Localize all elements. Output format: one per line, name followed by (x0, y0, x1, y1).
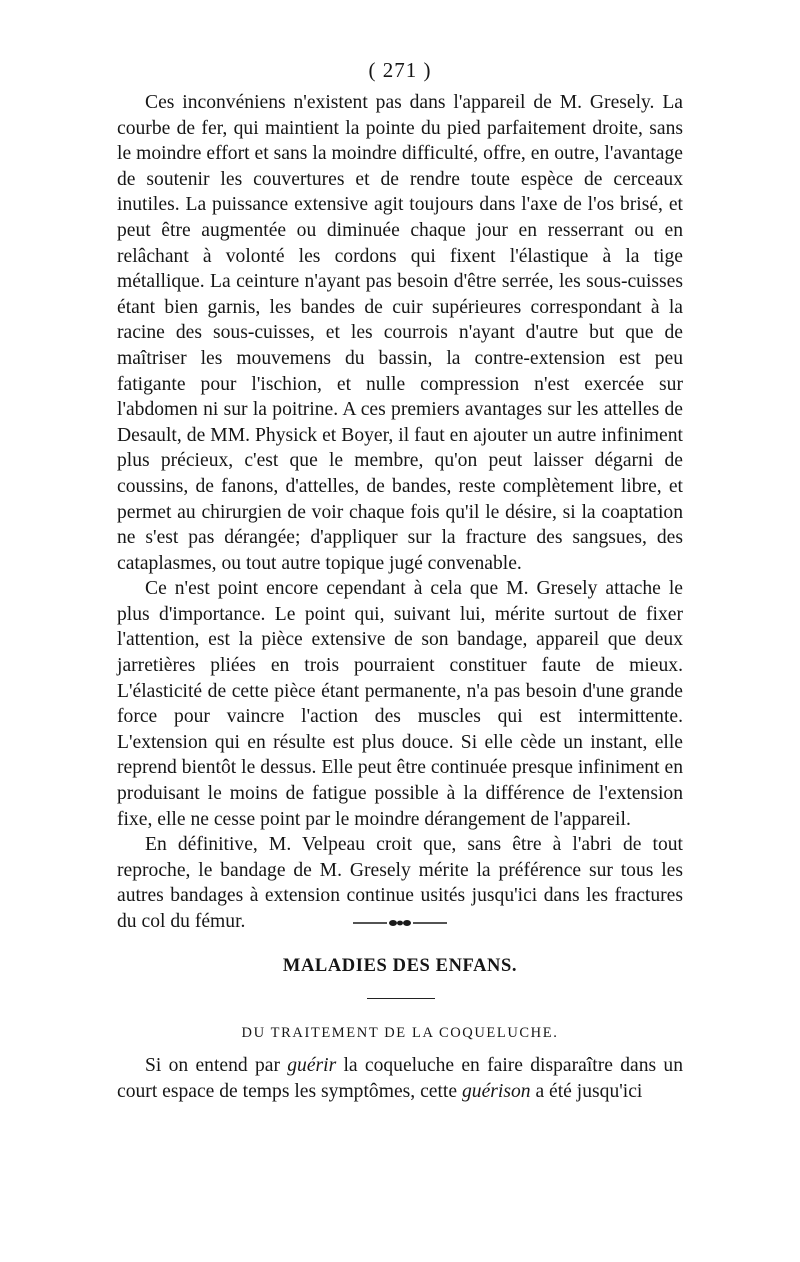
intro-text-1: Si on entend par (145, 1055, 288, 1076)
italic-guerir: guérir (287, 1055, 337, 1076)
italic-guerison: guérison (461, 1081, 531, 1102)
article-body (117, 90, 683, 935)
section-subtitle: DU TRAITEMENT DE LA COQUELUCHE. (241, 1025, 559, 1041)
section-body (117, 1053, 683, 1105)
intro-text-2: la coqueluche en faire disparaître dans un court espace de temps les symptômes, cette (117, 1055, 683, 1102)
ornament-divider (353, 918, 447, 928)
paragraph-extensive-piece: Ce n'est point encore cependant à cela que M. Gresely attache le plus d'importance. Le point qui, suivant lui, mérite surtout de fixer l'attention, est la pièce extensive de son bandage, appareil que deux jarretières pliées en trois pourraient constituer faute de mieux. L'élasticité de cette pièce étant permanente, n'a pas besoin d'une grande force pour vaincre l'action des muscles qui est intermittente. L'extension qui en résulte est plus douce. Si elle cède un instant, elle reprend bientôt le dessus. Elle peut être continuée presque infiniment en produisant le moins de fatigue possible à la différence de l'extension fixe, elle ne cesse point par le moindre dérangement de l'appareil. (117, 578, 683, 830)
paragraph-conclusion: En définitive, M. Velpeau croit que, sans être à l'abri de tout reproche, le bandage de M. Gresely mérite la préférence sur tous les autres bandages à extension continue usités jusqu'ici dans les fractures du col du fémur. (117, 834, 683, 932)
paragraph-coqueluche-intro (117, 1053, 683, 1105)
intro-text-3: a été jusqu'ici (530, 1081, 643, 1102)
short-rule-divider (367, 998, 435, 999)
paragraph-gresely-advantages: Ces inconvéniens n'existent pas dans l'appareil de M. Gresely. La courbe de fer, qui maintient la pointe du pied parfaitement droite, sans le moindre effort et sans la moindre difficulté, offre, en outre, l'avantage de soutenir les couvertures et de rendre toute espèce de cerceaux inutiles. La puissance extensive agit toujours dans l'axe de l'os brisé, et peut être augmentée ou diminuée chaque jour en resserrant ou en relâchant à volonté les cordons qui fixent l'élastique à la tige métallique. La ceinture n'ayant pas besoin d'être serrée, les sous-cuisses étant bien garnis, les bandes de cuir supérieures correspondant à la racine des sous-cuisses, et les courrois n'ayant d'autre but que de maîtriser les mouvemens du bassin, la contre-extension est peu fatigante pour l'ischion, et nulle compression n'est exercée sur l'abdomen ni sur la poitrine. A ces premiers avantages sur les attelles de Desault, de MM. Physick et Boyer, il faut en ajouter un autre infiniment plus précieux, c'est que le membre, qu'on peut laisser dégarni de coussins, de fanons, d'attelles, de bandes, reste complètement libre, et permet au chirurgien de voir chaque fois qu'il le désire, si la coaptation ne s'est pas dérangée; d'appliquer sur la fracture des sangsues, des cataplasmes, ou tout autre topique jugé convenable. (117, 92, 683, 574)
section-title: MALADIES DES ENFANS. (282, 956, 518, 976)
page-number: ( 271 ) (368, 58, 432, 82)
